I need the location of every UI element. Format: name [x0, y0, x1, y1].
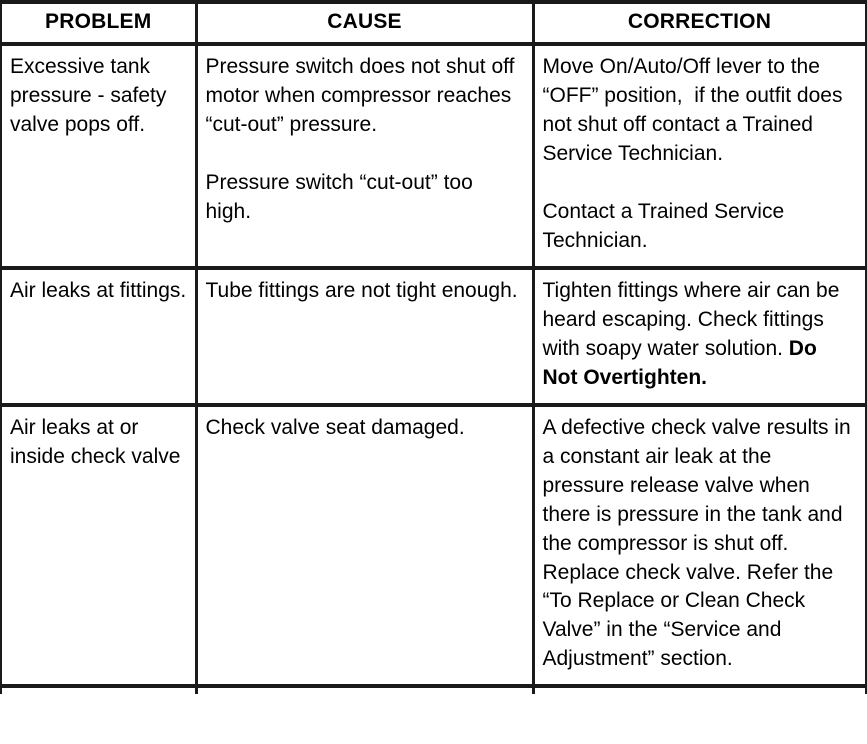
table-header-row: [1, 2, 866, 44]
correction-paragraph: Contact a Trained Service Technician.: [542, 199, 790, 252]
column-header-problem: PROBLEM: [1, 2, 196, 44]
table-row: [1, 405, 866, 687]
cause-paragraph: Pressure switch “cut-out” too high.: [205, 170, 479, 223]
table-row-partial: [1, 686, 866, 694]
cell-correction: [533, 44, 866, 268]
cell-correction-partial: [533, 686, 866, 694]
correction-paragraph: Move On/Auto/Off lever to the “OFF” position, if the outfit does not shut off contact a Trained Service Technician.: [542, 55, 849, 165]
column-header-correction: CORRECTION: [533, 2, 866, 44]
column-header-cause: CAUSE: [196, 2, 533, 44]
cell-problem: [1, 405, 196, 687]
problem-text: Air leaks at or inside check valve: [10, 415, 181, 468]
cell-problem: [1, 44, 196, 268]
table-body: [1, 44, 866, 694]
cell-cause: [196, 405, 533, 687]
correction-text: Tighten fittings where air can be heard escaping. Check fittings with soapy water solution.: [542, 278, 846, 360]
correction-paragraph: A defective check valve results in a constant air leak at the pressure release valve when there is pressure in the tank and the compressor is shut off. Replace check valve. Refer the “To Replace or Clean Check Valve” in the “Service and Adjustment” section.: [542, 415, 857, 671]
table-header: [1, 2, 866, 44]
cause-paragraph: Check valve seat damaged.: [205, 415, 465, 439]
table-row: [1, 44, 866, 268]
problem-text: Air leaks at fittings.: [10, 278, 187, 302]
cell-correction: [533, 405, 866, 687]
cell-problem: [1, 268, 196, 405]
cell-problem-partial: [1, 686, 196, 694]
cell-cause: [196, 44, 533, 268]
correction-emphasis: Do Not Overtighten.: [542, 336, 823, 389]
cause-paragraph: Tube fittings are not tight enough.: [205, 278, 518, 302]
cell-correction: [533, 268, 866, 405]
cause-paragraph: Pressure switch does not shut off motor when compressor reaches “cut-out” pressure.: [205, 55, 527, 136]
cell-cause: [196, 268, 533, 405]
cell-cause-partial: [196, 686, 533, 694]
problem-text: Excessive tank pressure - safety valve pops off.: [10, 55, 173, 136]
table-row: [1, 268, 866, 405]
correction-paragraph: [543, 277, 854, 393]
